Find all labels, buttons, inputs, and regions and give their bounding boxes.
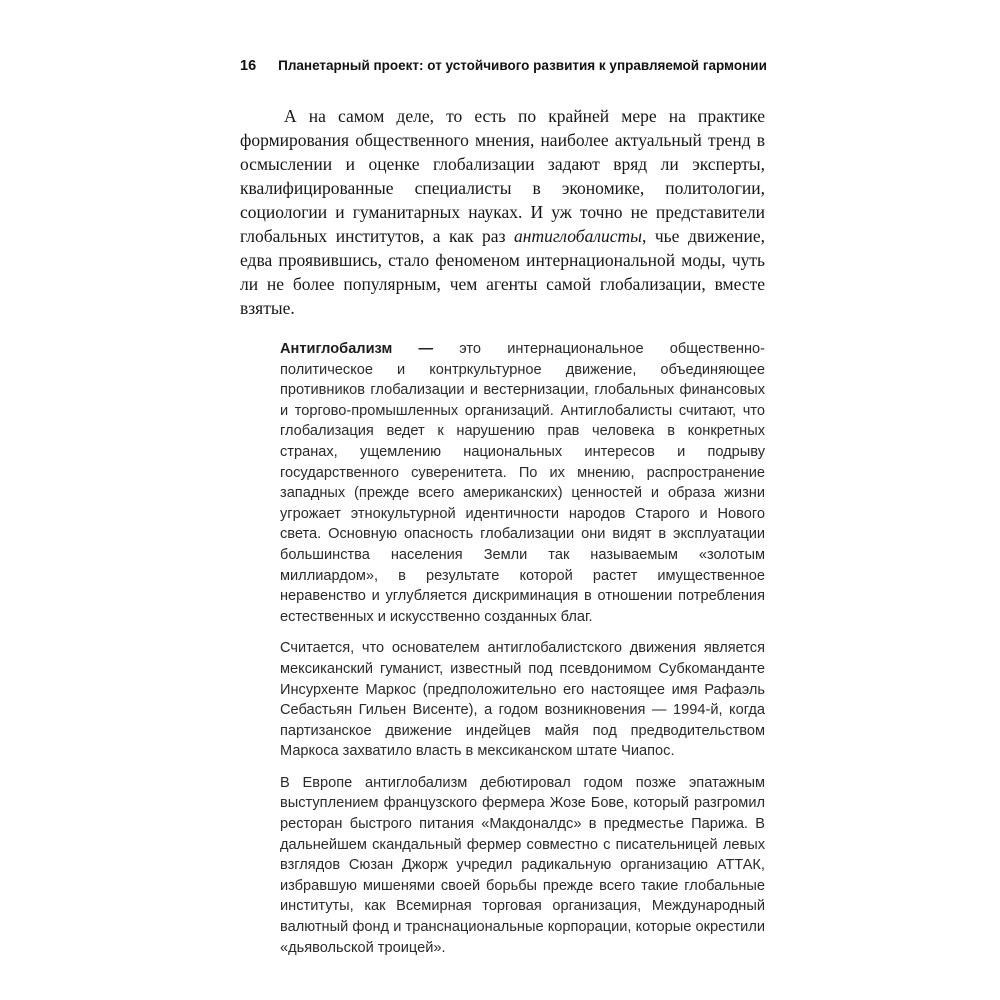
page-body <box>240 104 765 958</box>
inset-bold-term: Антиглобализм — <box>280 341 460 357</box>
main-paragraph-text-1: А на самом деле, то есть по крайней мере на практике формирования общественного мнения, наиболее актуальный тренд в осмыслении и оценке глобализации задают вряд ли эксперты, квалифицированные специалисты в экономике, политологии, социологии и гуманитарных науках. И уж точно не представители глобальных институтов, а как раз <box>240 106 765 246</box>
main-paragraph-italic-term: антиглобалисты <box>514 226 642 246</box>
inset-paragraph-marcos <box>280 638 765 762</box>
page-header <box>240 58 765 74</box>
inset-text-2: Считается, что основателем антиглобалистского движения является мексиканский гуманист, известный под псевдонимом Субкоманданте Инсурхенте Маркос (предположительно его настоящее имя Рафаэль Себастьян Гильен Висенте), а годом возникновения — 1994-й, когда партизанское движение индейцев майя под предводительством Маркоса захватило власть в мексиканском штате Чиапос. <box>280 640 765 760</box>
running-title: Планетарный проект: от устойчивого развития к управляемой гармонии <box>278 58 767 73</box>
main-paragraph-text-2: , чье движение, едва проявившись, стало феноменом интернациональной моды, чуть ли не более популярным, чем агенты самой глобализации, вместе взятые. <box>240 226 765 318</box>
definition-inset <box>280 339 765 958</box>
inset-paragraph-europe <box>280 773 765 958</box>
inset-paragraph-antiglobalism <box>280 339 765 627</box>
inset-text-1: это интернациональное общественно-политическое и контркультурное движение, объединяющее противников глобализации и вестернизации, глобальных финансовых и торгово-промышленных организаций. Антиглобалисты считают, что глобализация ведет к нарушению прав человека в конкретных странах, ущемлению национальных интересов и подрыву государственного суверенитета. По их мнению, распространение западных (прежде всего американских) ценностей и образа жизни угрожает этнокультурной идентичности народов Старого и Нового света. Основную опасность глобализации они видят в эксплуатации большинства населения Земли так называемым «золотым миллиардом», в результате которой растет имущественное неравенство и углубляется дискриминация в отношении потребления естественных и искусственно созданных благ. <box>280 341 765 625</box>
main-paragraph <box>240 104 765 320</box>
page-number: 16 <box>240 58 257 74</box>
inset-text-3: В Европе антиглобализм дебютировал годом позже эпатажным выступлением французского фермера Жозе Бове, который разгромил ресторан быстрого питания «Макдоналдс» в предместье Парижа. В дальнейшем скандальный фермер совместно с писательницей левых взглядов Сюзан Джорж учредил радикальную организацию АТТАК, избравшую мишенями своей борьбы прежде всего такие глобальные институты, как Всемирная торговая организация, Международный валютный фонд и транснациональные корпорации, которые окрестили «дьявольской троицей». <box>280 774 765 956</box>
